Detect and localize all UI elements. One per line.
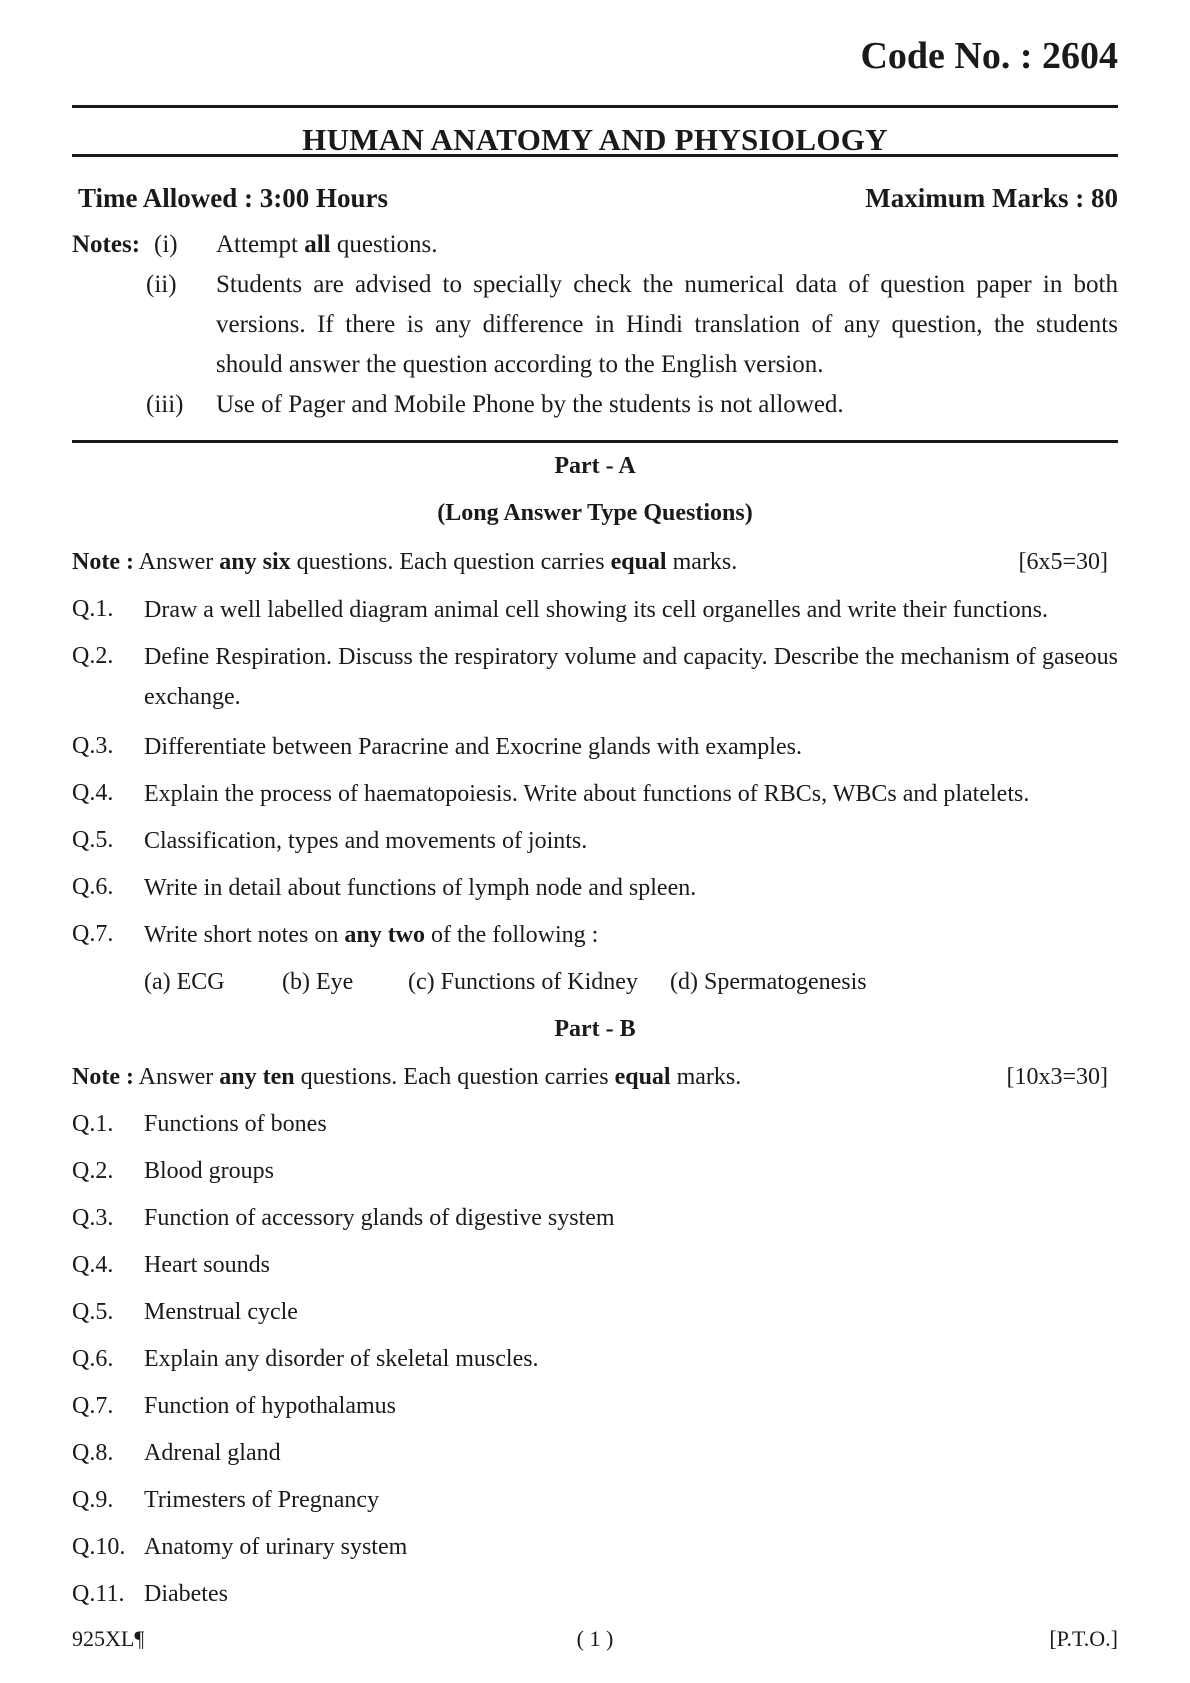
- notes-rule: [72, 440, 1118, 443]
- option-item: (d) Spermatogenesis: [670, 969, 867, 995]
- pto-label: [P.T.O.]: [1049, 1626, 1118, 1651]
- question-text: Explain any disorder of skeletal muscles.: [144, 1346, 539, 1372]
- note-number: (ii): [146, 271, 177, 298]
- question-text: Diabetes: [144, 1581, 228, 1607]
- option-item: (b) Eye: [282, 969, 354, 995]
- top-rule: [72, 105, 1118, 108]
- question-text: Anatomy of urinary system: [144, 1534, 408, 1560]
- time-allowed: Time Allowed : 3:00 Hours: [78, 183, 388, 213]
- part-b-note: Note : Answer any ten questions. Each question carries equal marks.: [72, 1064, 742, 1090]
- notes-label: Notes:: [72, 231, 141, 258]
- question-number: Q.6.: [72, 1346, 114, 1372]
- note-number: (i): [154, 231, 178, 258]
- question-text: Function of hypothalamus: [144, 1393, 396, 1419]
- question-text: Write short notes on any two of the following :: [144, 922, 599, 948]
- part-b-marks: [10x3=30]: [1006, 1064, 1108, 1090]
- question-text: Write in detail about functions of lymph node and spleen.: [144, 875, 697, 901]
- question-number: Q.7.: [72, 1393, 114, 1419]
- question-text: Heart sounds: [144, 1252, 270, 1278]
- question-number: Q.9.: [72, 1487, 114, 1513]
- question-text: Explain the process of haematopoiesis. Write about functions of RBCs, WBCs and platelets.: [144, 781, 1030, 807]
- question-text: Define Respiration. Discuss the respiratory volume and capacity. Describe the mechanism of gaseous exchange.: [144, 644, 1118, 710]
- question-number: Q.1.: [72, 1111, 114, 1137]
- question-text: Classification, types and movements of joints.: [144, 828, 588, 854]
- part-a-subheading: (Long Answer Type Questions): [437, 500, 753, 526]
- code-number: Code No. : 2604: [860, 35, 1118, 77]
- question-number: Q.11.: [72, 1581, 125, 1607]
- question-text: Draw a well labelled diagram animal cell showing its cell organelles and write their functions.: [144, 597, 1048, 623]
- question-text: Differentiate between Paracrine and Exocrine glands with examples.: [144, 734, 802, 760]
- question-text: Function of accessory glands of digestive system: [144, 1205, 615, 1231]
- question-number: Q.3.: [72, 1205, 114, 1231]
- question-number: Q.7.: [72, 921, 114, 947]
- question-text: Blood groups: [144, 1158, 275, 1184]
- maximum-marks: Maximum Marks : 80: [865, 183, 1118, 213]
- question-number: Q.3.: [72, 733, 114, 759]
- footer-code: 925XL¶: [72, 1626, 145, 1651]
- note-number: (iii): [146, 391, 184, 418]
- page-number: ( 1 ): [576, 1626, 614, 1651]
- note-text: Use of Pager and Mobile Phone by the students is not allowed.: [216, 391, 844, 418]
- note-text: Students are advised to specially check the numerical data of question paper in both versions. If there is any difference in Hindi translation of any question, the students should answer the question according to the English version.: [216, 271, 1118, 378]
- question-text: Adrenal gland: [144, 1440, 281, 1466]
- part-b-heading: Part - B: [554, 1016, 636, 1042]
- question-number: Q.10.: [72, 1534, 126, 1560]
- question-number: Q.8.: [72, 1440, 114, 1466]
- part-a-note: Note : Answer any six questions. Each question carries equal marks.: [72, 549, 738, 575]
- note-text: Attempt all questions.: [216, 231, 438, 258]
- question-text: Trimesters of Pregnancy: [144, 1487, 380, 1513]
- question-number: Q.5.: [72, 827, 114, 853]
- question-number: Q.6.: [72, 874, 114, 900]
- question-number: Q.2.: [72, 1158, 114, 1184]
- option-item: (c) Functions of Kidney: [408, 969, 638, 995]
- question-number: Q.4.: [72, 1252, 114, 1278]
- part-a-marks: [6x5=30]: [1018, 549, 1108, 575]
- question-text: Menstrual cycle: [144, 1299, 298, 1325]
- question-text: Functions of bones: [144, 1111, 327, 1137]
- part-a-heading: Part - A: [554, 453, 636, 479]
- paper-title: HUMAN ANATOMY AND PHYSIOLOGY: [302, 122, 888, 157]
- title-rule: [72, 154, 1118, 157]
- option-item: (a) ECG: [144, 969, 225, 995]
- question-number: Q.5.: [72, 1299, 114, 1325]
- question-number: Q.1.: [72, 596, 114, 622]
- question-number: Q.4.: [72, 780, 114, 806]
- question-number: Q.2.: [72, 643, 114, 669]
